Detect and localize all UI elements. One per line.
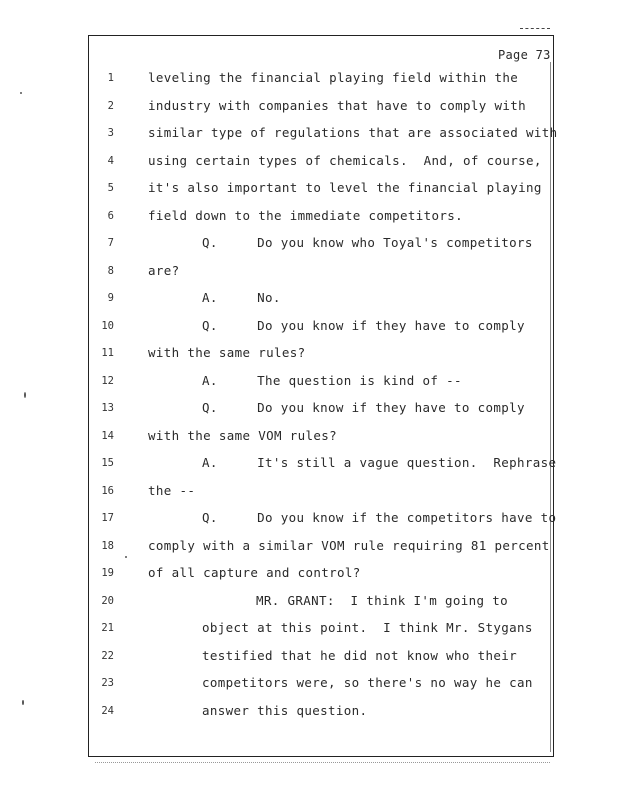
line-number: 11 bbox=[101, 347, 114, 359]
line-number: 4 bbox=[107, 154, 114, 167]
line-text: object at this point. I think Mr. Stygans bbox=[202, 620, 533, 635]
line-text: with the same rules? bbox=[148, 345, 306, 360]
line-number: 20 bbox=[101, 594, 114, 607]
line-number: 24 bbox=[101, 704, 114, 717]
transcript-line bbox=[0, 96, 618, 116]
transcript-line bbox=[0, 68, 618, 88]
line-text: MR. GRANT: I think I'm going to bbox=[256, 592, 509, 608]
transcript-line bbox=[0, 673, 618, 693]
transcript-line bbox=[0, 123, 618, 143]
line-text: Q. Do you know if they have to comply bbox=[202, 400, 525, 415]
scan-speck bbox=[125, 556, 127, 558]
line-text: Q. Do you know if the competitors have to bbox=[202, 510, 557, 525]
transcript-line bbox=[0, 591, 618, 611]
transcript-line bbox=[0, 536, 618, 556]
line-number: 7 bbox=[107, 237, 114, 249]
line-number: 6 bbox=[107, 209, 114, 222]
transcript-line bbox=[0, 453, 618, 473]
line-text: competitors were, so there's no way he can bbox=[202, 675, 533, 690]
transcript-line bbox=[0, 563, 618, 583]
line-text: A. The question is kind of -- bbox=[202, 372, 462, 388]
line-text: the -- bbox=[148, 482, 196, 498]
line-text: testified that he did not know who their bbox=[202, 647, 518, 663]
scan-speck bbox=[24, 392, 26, 398]
bottom-scan-noise bbox=[95, 762, 550, 764]
top-scan-mark bbox=[520, 28, 550, 30]
line-number: 17 bbox=[101, 512, 114, 524]
transcript-line bbox=[0, 178, 618, 198]
line-text: are? bbox=[148, 262, 180, 278]
transcript-line bbox=[0, 481, 618, 501]
transcript-line bbox=[0, 508, 618, 528]
line-number: 12 bbox=[101, 374, 114, 387]
page-number-label: Page 73 bbox=[498, 48, 551, 62]
line-text: industry with companies that have to comply with bbox=[148, 97, 527, 113]
line-number: 23 bbox=[101, 677, 114, 689]
line-number: 3 bbox=[107, 127, 114, 139]
line-text: leveling the financial playing field within the bbox=[148, 70, 519, 85]
line-number: 2 bbox=[107, 99, 114, 112]
line-number: 5 bbox=[107, 182, 114, 194]
line-number: 21 bbox=[101, 622, 114, 634]
line-number: 13 bbox=[101, 402, 114, 414]
transcript-line bbox=[0, 618, 618, 638]
transcript-line bbox=[0, 316, 618, 336]
transcript-line bbox=[0, 261, 618, 281]
transcript-line bbox=[0, 701, 618, 721]
line-number: 19 bbox=[101, 567, 114, 579]
line-number: 16 bbox=[101, 484, 114, 497]
transcript-line bbox=[0, 646, 618, 666]
scan-speck bbox=[20, 92, 22, 94]
transcript-line bbox=[0, 288, 618, 308]
transcript-line bbox=[0, 426, 618, 446]
line-text: comply with a similar VOM rule requiring 81 percent bbox=[148, 537, 550, 553]
line-number: 14 bbox=[101, 429, 114, 442]
transcript-line bbox=[0, 371, 618, 391]
line-text: A. It's still a vague question. Rephrase bbox=[202, 455, 557, 470]
line-text: A. No. bbox=[202, 290, 281, 305]
line-number: 18 bbox=[101, 539, 114, 552]
line-text: with the same VOM rules? bbox=[148, 427, 338, 443]
transcript-line bbox=[0, 206, 618, 226]
transcript-line bbox=[0, 233, 618, 253]
line-number: 22 bbox=[101, 649, 114, 662]
line-number: 1 bbox=[107, 72, 114, 84]
line-text: answer this question. bbox=[202, 702, 368, 718]
line-number: 15 bbox=[101, 457, 114, 469]
line-number: 9 bbox=[107, 292, 114, 304]
transcript-line bbox=[0, 343, 618, 363]
line-text: field down to the immediate competitors. bbox=[148, 207, 464, 223]
line-text: Q. Do you know if they have to comply bbox=[202, 317, 525, 333]
line-text: using certain types of chemicals. And, of course, bbox=[148, 152, 542, 168]
scan-speck bbox=[22, 700, 24, 705]
line-text: Q. Do you know who Toyal's competitors bbox=[202, 235, 533, 250]
line-text: similar type of regulations that are associated with bbox=[148, 125, 558, 140]
line-text: it's also important to level the financial playing bbox=[148, 180, 542, 195]
line-text: of all capture and control? bbox=[148, 565, 361, 580]
transcript-line bbox=[0, 398, 618, 418]
line-number: 8 bbox=[107, 264, 114, 277]
transcript-line bbox=[0, 151, 618, 171]
line-number: 10 bbox=[101, 319, 114, 332]
